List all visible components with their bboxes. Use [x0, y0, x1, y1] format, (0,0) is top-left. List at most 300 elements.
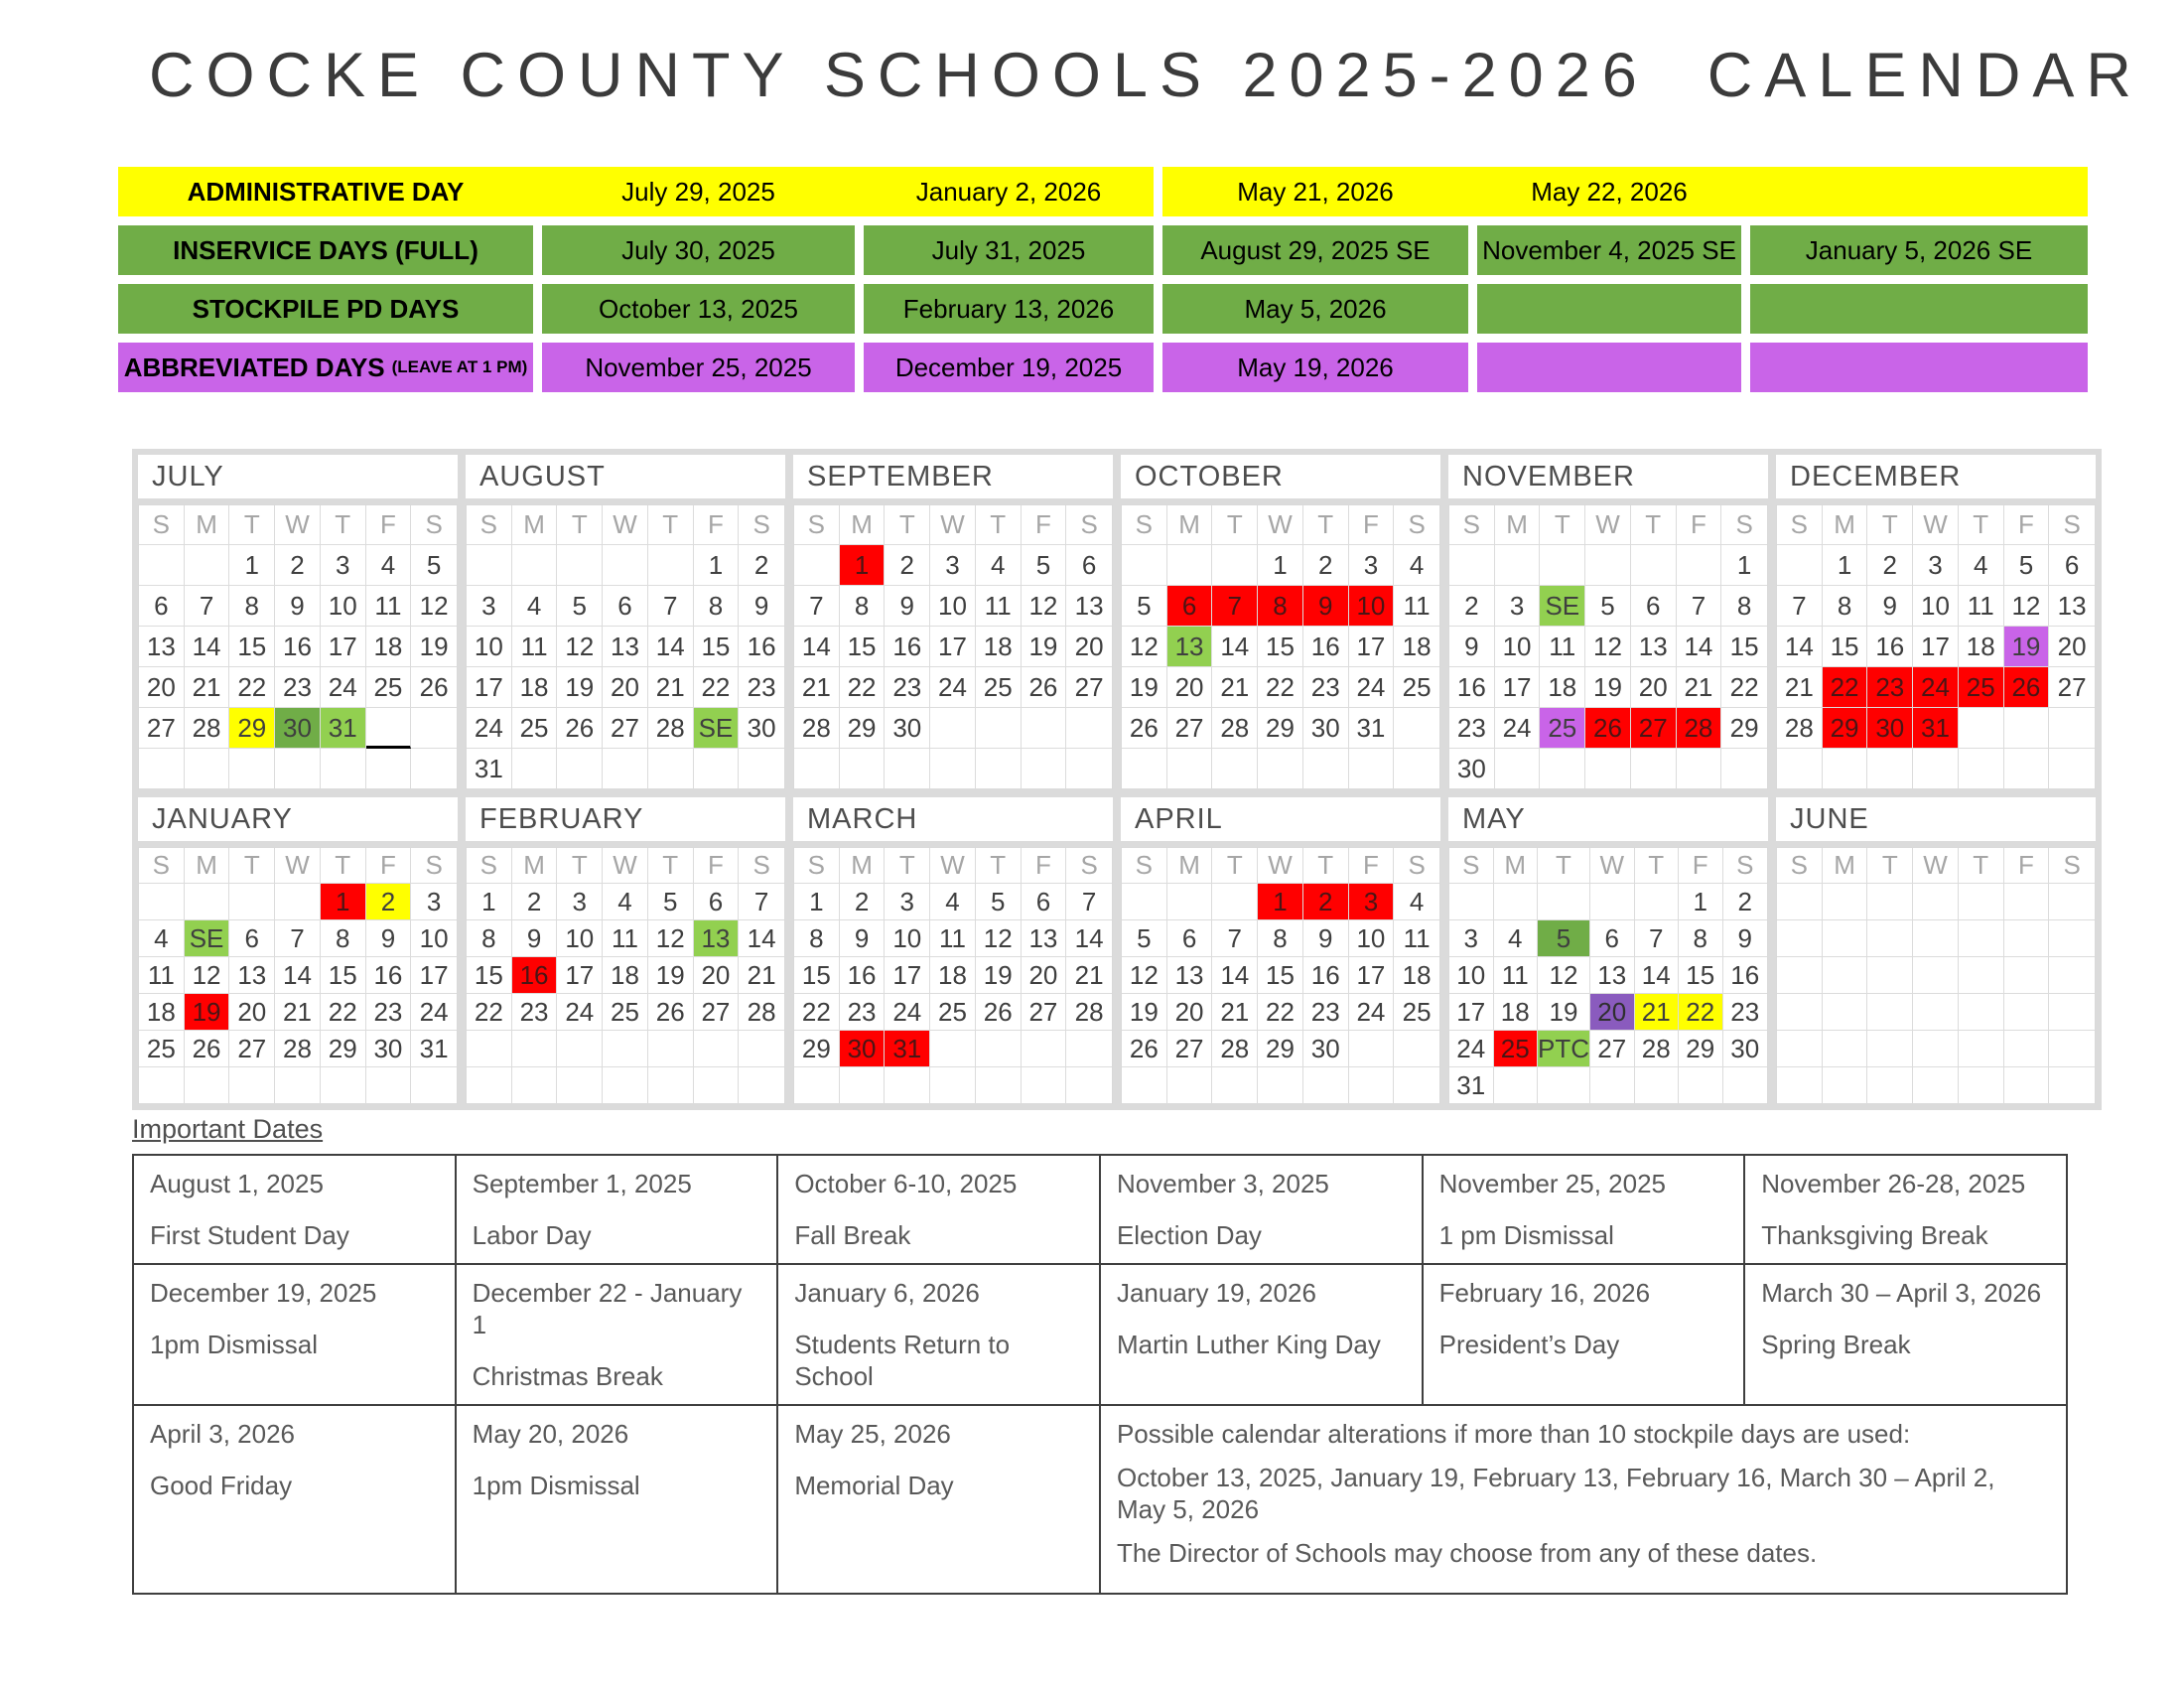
day-cell: 1 — [321, 884, 366, 920]
day-cell: 24 — [467, 708, 512, 749]
day-cell: 23 — [1867, 667, 1913, 708]
day-cell: 31 — [321, 708, 366, 749]
day-cell: 4 — [1959, 545, 2004, 586]
weekday-header: M — [1823, 505, 1868, 545]
day-cell: 30 — [1449, 749, 1495, 789]
day-cell: 6 — [229, 920, 275, 957]
day-cell: 4 — [603, 884, 648, 920]
day-cell: 29 — [1258, 1031, 1303, 1067]
day-cell — [185, 749, 230, 789]
day-cell: 15 — [1258, 957, 1303, 994]
day-cell: 27 — [1022, 994, 1067, 1031]
day-cell — [1349, 1067, 1395, 1104]
day-cell: 28 — [1212, 1031, 1258, 1067]
day-cell — [1777, 749, 1823, 789]
day-cell: 20 — [2049, 627, 2095, 667]
day-cell: 16 — [512, 957, 558, 994]
day-cell — [794, 749, 840, 789]
day-cell: 19 — [648, 957, 694, 994]
day-cell — [1777, 1067, 1823, 1104]
day-cell: 9 — [739, 586, 784, 627]
day-cell: 24 — [1913, 667, 1959, 708]
day-cell: 14 — [1212, 957, 1258, 994]
month-title: JANUARY — [138, 797, 458, 841]
day-cell: 10 — [1449, 957, 1494, 994]
weekday-header: W — [930, 505, 976, 545]
day-cell — [1303, 1067, 1349, 1104]
important-cell — [777, 1155, 1100, 1264]
day-cell — [739, 1031, 784, 1067]
day-cell: 24 — [1349, 994, 1395, 1031]
day-cell: 18 — [930, 957, 976, 994]
day-cell — [467, 545, 512, 586]
day-cell: SE — [694, 708, 740, 749]
day-cell: 14 — [1677, 627, 1722, 667]
day-cell — [1495, 545, 1541, 586]
day-cell — [648, 545, 694, 586]
day-cell: 30 — [1723, 1031, 1768, 1067]
legend-date-cell: July 30, 2025 — [542, 225, 855, 275]
day-cell — [1167, 545, 1213, 586]
day-cell: 25 — [1394, 994, 1439, 1031]
day-cell: 21 — [1677, 667, 1722, 708]
day-cell — [603, 1067, 648, 1104]
day-cell: 12 — [648, 920, 694, 957]
day-cell — [2049, 957, 2095, 994]
day-cell — [1212, 545, 1258, 586]
important-label: Thanksgiving Break — [1761, 1220, 1988, 1250]
day-cell — [557, 749, 603, 789]
legend-date-cell: August 29, 2025 SE — [1162, 225, 1468, 275]
important-date: January 19, 2026 — [1116, 1278, 1316, 1308]
weekday-header: T — [1212, 505, 1258, 545]
day-cell: 15 — [1823, 627, 1868, 667]
day-cell: 13 — [1167, 957, 1213, 994]
day-cell — [976, 708, 1022, 749]
day-cell: 4 — [512, 586, 558, 627]
day-cell: 7 — [1212, 586, 1258, 627]
day-cell: 24 — [411, 994, 457, 1031]
day-cell — [603, 1031, 648, 1067]
important-date: March 30 – April 3, 2026 — [1761, 1278, 2042, 1308]
day-cell: 21 — [1212, 994, 1258, 1031]
day-cell: 26 — [557, 708, 603, 749]
day-cell — [930, 1031, 976, 1067]
day-cell — [1959, 1067, 2004, 1104]
day-cell: 14 — [739, 920, 784, 957]
weekday-header: S — [1066, 848, 1112, 884]
day-cell: 3 — [1495, 586, 1541, 627]
day-cell — [2049, 1067, 2095, 1104]
day-cell: 11 — [1494, 957, 1539, 994]
important-label: Labor Day — [472, 1220, 592, 1250]
day-cell: 17 — [411, 957, 457, 994]
day-grid — [138, 847, 458, 1104]
months-grid — [132, 449, 2102, 1110]
weekday-header: T — [1303, 505, 1349, 545]
important-merged-line: October 13, 2025, January 19, February 13, February 16, March 30 – April 2, May 5, 2026 — [1116, 1463, 1995, 1524]
day-cell — [976, 1067, 1022, 1104]
day-cell: 9 — [1449, 627, 1495, 667]
day-cell: 18 — [1394, 957, 1439, 994]
day-cell: 13 — [229, 957, 275, 994]
important-cell — [777, 1264, 1100, 1405]
day-cell: 20 — [139, 667, 185, 708]
day-cell: 11 — [139, 957, 185, 994]
weekday-header: W — [275, 505, 321, 545]
day-cell: 8 — [1258, 586, 1303, 627]
day-cell: 19 — [411, 627, 457, 667]
day-cell: 27 — [139, 708, 185, 749]
day-cell: 18 — [603, 957, 648, 994]
day-cell — [2004, 1031, 2050, 1067]
day-cell — [2049, 749, 2095, 789]
day-cell: 19 — [1585, 667, 1631, 708]
day-cell: 13 — [139, 627, 185, 667]
day-cell: 22 — [467, 994, 512, 1031]
weekday-header: S — [411, 505, 457, 545]
day-cell: 6 — [603, 586, 648, 627]
day-cell: 28 — [275, 1031, 321, 1067]
day-cell: 8 — [229, 586, 275, 627]
legend-row — [118, 284, 2088, 334]
weekday-header: S — [2049, 505, 2095, 545]
day-grid — [1448, 504, 1768, 789]
day-cell: 6 — [694, 884, 740, 920]
day-cell: 23 — [1723, 994, 1768, 1031]
day-cell: 19 — [1022, 627, 1067, 667]
day-cell: 4 — [366, 545, 412, 586]
day-cell: 10 — [411, 920, 457, 957]
day-cell — [1066, 708, 1112, 749]
day-cell: 9 — [512, 920, 558, 957]
day-cell: 17 — [467, 667, 512, 708]
day-cell — [1777, 994, 1823, 1031]
weekday-header: S — [1394, 848, 1439, 884]
day-cell — [2004, 920, 2050, 957]
day-cell — [1494, 1067, 1539, 1104]
day-cell: 2 — [1867, 545, 1913, 586]
day-cell: 5 — [1122, 586, 1167, 627]
day-grid — [466, 847, 785, 1104]
day-cell — [275, 1067, 321, 1104]
month-title: MARCH — [793, 797, 1113, 841]
weekday-header: S — [794, 505, 840, 545]
day-cell — [1258, 1067, 1303, 1104]
weekday-header: T — [648, 848, 694, 884]
month-december — [1776, 455, 2096, 789]
day-cell — [1867, 884, 1913, 920]
day-cell: 17 — [321, 627, 366, 667]
day-cell: 24 — [1349, 667, 1395, 708]
day-cell: 23 — [1303, 667, 1349, 708]
day-cell: 23 — [739, 667, 784, 708]
day-cell: 22 — [321, 994, 366, 1031]
day-cell: 30 — [1867, 708, 1913, 749]
day-cell — [557, 1067, 603, 1104]
weekday-header: F — [1349, 848, 1395, 884]
day-cell — [1777, 920, 1823, 957]
day-cell — [1122, 749, 1167, 789]
important-cell — [456, 1155, 778, 1264]
day-cell: 21 — [1212, 667, 1258, 708]
day-cell: 30 — [885, 708, 930, 749]
day-cell — [1913, 884, 1959, 920]
weekday-header: S — [411, 848, 457, 884]
day-cell — [1585, 749, 1631, 789]
important-label: 1 pm Dismissal — [1438, 1220, 1614, 1250]
day-cell: 17 — [557, 957, 603, 994]
day-cell: 12 — [557, 627, 603, 667]
weekday-header: F — [366, 848, 412, 884]
day-cell: 14 — [794, 627, 840, 667]
day-cell — [1867, 749, 1913, 789]
day-cell: 4 — [1394, 884, 1439, 920]
weekday-header: T — [885, 848, 930, 884]
month-title: AUGUST — [466, 455, 785, 498]
day-cell — [1913, 749, 1959, 789]
day-cell: 13 — [603, 627, 648, 667]
day-cell — [1867, 1067, 1913, 1104]
day-cell: 21 — [1777, 667, 1823, 708]
day-cell — [467, 1031, 512, 1067]
day-cell — [739, 1067, 784, 1104]
day-cell: 13 — [1167, 627, 1213, 667]
legend-row — [118, 225, 2088, 275]
day-cell — [1777, 545, 1823, 586]
day-cell: 5 — [1538, 920, 1590, 957]
day-cell: 18 — [512, 667, 558, 708]
important-row — [133, 1405, 2067, 1594]
day-cell: 26 — [1585, 708, 1631, 749]
legend-date-cell: July 29, 2025 — [542, 167, 855, 216]
day-cell — [1449, 884, 1494, 920]
important-row — [133, 1155, 2067, 1264]
day-cell: 23 — [885, 667, 930, 708]
day-cell — [2004, 749, 2050, 789]
day-cell: 15 — [694, 627, 740, 667]
important-cell — [1100, 1264, 1423, 1405]
day-cell: 17 — [1349, 957, 1395, 994]
important-label: 1pm Dismissal — [472, 1471, 640, 1500]
day-cell — [1959, 957, 2004, 994]
day-cell: 17 — [1349, 627, 1395, 667]
day-cell: 17 — [1449, 994, 1494, 1031]
day-cell — [366, 708, 412, 749]
legend-date-cell: July 31, 2025 — [864, 225, 1154, 275]
day-cell: 6 — [1631, 586, 1677, 627]
day-cell: 1 — [794, 884, 840, 920]
month-november — [1448, 455, 1768, 789]
legend-label-text: ABBREVIATED DAYS — [123, 352, 385, 382]
day-cell: 15 — [794, 957, 840, 994]
day-cell — [1823, 1067, 1868, 1104]
day-cell: 28 — [794, 708, 840, 749]
day-cell — [139, 545, 185, 586]
day-cell: 31 — [1449, 1067, 1494, 1104]
day-cell: 10 — [321, 586, 366, 627]
day-cell: 2 — [739, 545, 784, 586]
day-cell — [1394, 1067, 1439, 1104]
important-date: May 20, 2026 — [472, 1419, 629, 1449]
weekday-header: S — [794, 848, 840, 884]
day-cell: 12 — [1022, 586, 1067, 627]
day-cell: 16 — [840, 957, 886, 994]
day-cell — [1867, 1031, 1913, 1067]
day-cell — [1349, 749, 1395, 789]
day-cell — [1959, 884, 2004, 920]
day-cell: 8 — [1679, 920, 1723, 957]
weekday-header: F — [2004, 848, 2050, 884]
day-cell: 21 — [1066, 957, 1112, 994]
day-cell: 15 — [467, 957, 512, 994]
day-cell — [694, 1031, 740, 1067]
day-cell: 29 — [840, 708, 886, 749]
day-cell — [794, 1067, 840, 1104]
legend-date-cell — [1750, 284, 2088, 334]
month-title: JUNE — [1776, 797, 2096, 841]
day-cell — [1022, 708, 1067, 749]
legend-date-cell — [1477, 284, 1741, 334]
weekday-header: S — [739, 505, 784, 545]
weekday-header: S — [1394, 505, 1439, 545]
day-cell: 16 — [739, 627, 784, 667]
day-cell: 3 — [1349, 884, 1395, 920]
day-cell: 9 — [1867, 586, 1913, 627]
day-cell — [512, 1067, 558, 1104]
day-cell: 6 — [1167, 920, 1213, 957]
day-cell — [1631, 749, 1677, 789]
important-date: November 26-28, 2025 — [1761, 1169, 2026, 1198]
day-cell — [1303, 749, 1349, 789]
day-cell: 1 — [1679, 884, 1723, 920]
day-cell: 25 — [930, 994, 976, 1031]
important-cell — [133, 1405, 456, 1594]
weekday-header: S — [1449, 848, 1494, 884]
day-cell — [1212, 749, 1258, 789]
day-cell — [1777, 1031, 1823, 1067]
day-cell — [1022, 1067, 1067, 1104]
day-cell: 23 — [840, 994, 886, 1031]
day-cell: 14 — [275, 957, 321, 994]
day-cell — [512, 545, 558, 586]
day-cell: 20 — [1066, 627, 1112, 667]
day-cell: 15 — [321, 957, 366, 994]
day-cell — [840, 749, 886, 789]
day-cell: 1 — [840, 545, 886, 586]
weekday-header: S — [2049, 848, 2095, 884]
day-cell: 5 — [1022, 545, 1067, 586]
day-cell — [603, 545, 648, 586]
day-cell: 25 — [1494, 1031, 1539, 1067]
day-cell: 27 — [603, 708, 648, 749]
day-cell: 15 — [840, 627, 886, 667]
weekday-header: T — [1867, 848, 1913, 884]
day-cell: 19 — [557, 667, 603, 708]
important-merged-line: The Director of Schools may choose from any of these dates. — [1116, 1538, 1818, 1568]
day-cell: 20 — [1167, 994, 1213, 1031]
day-cell: 6 — [1022, 884, 1067, 920]
month-title: APRIL — [1121, 797, 1440, 841]
day-cell: 6 — [1167, 586, 1213, 627]
month-title: NOVEMBER — [1448, 455, 1768, 498]
day-cell: 31 — [411, 1031, 457, 1067]
day-cell: 27 — [1167, 708, 1213, 749]
weekday-header: F — [1022, 848, 1067, 884]
day-cell: 9 — [366, 920, 412, 957]
weekday-header: T — [557, 505, 603, 545]
day-cell — [467, 1067, 512, 1104]
important-label: Election Day — [1116, 1220, 1262, 1250]
day-cell: 4 — [930, 884, 976, 920]
day-cell: 3 — [1913, 545, 1959, 586]
day-cell: 21 — [648, 667, 694, 708]
important-label: Good Friday — [150, 1471, 293, 1500]
day-cell: 2 — [885, 545, 930, 586]
important-cell — [1423, 1155, 1745, 1264]
legend-label-text: ADMINISTRATIVE DAY — [187, 176, 465, 207]
day-cell — [1540, 749, 1585, 789]
day-cell: 28 — [648, 708, 694, 749]
day-cell: 12 — [1538, 957, 1590, 994]
day-cell — [185, 545, 230, 586]
month-august — [466, 455, 785, 789]
day-cell: 17 — [1913, 627, 1959, 667]
day-cell: 16 — [1867, 627, 1913, 667]
day-cell — [1394, 749, 1439, 789]
day-cell — [1122, 1067, 1167, 1104]
day-cell — [139, 884, 185, 920]
legend-label-text: STOCKPILE PD DAYS — [192, 293, 460, 324]
day-cell: 24 — [885, 994, 930, 1031]
weekday-header: M — [1494, 848, 1539, 884]
day-cell: 24 — [1495, 708, 1541, 749]
day-cell: 1 — [229, 545, 275, 586]
day-cell — [1913, 920, 1959, 957]
weekday-header: S — [1122, 848, 1167, 884]
day-cell: 29 — [794, 1031, 840, 1067]
day-cell — [1913, 957, 1959, 994]
weekday-header: M — [512, 505, 558, 545]
day-cell: 11 — [930, 920, 976, 957]
important-date: December 19, 2025 — [150, 1278, 377, 1308]
day-cell — [1721, 749, 1767, 789]
important-date: May 25, 2026 — [794, 1419, 951, 1449]
day-cell: 26 — [976, 994, 1022, 1031]
important-label: Students Return to School — [794, 1330, 1011, 1391]
day-cell: 16 — [275, 627, 321, 667]
day-cell: 26 — [411, 667, 457, 708]
legend — [118, 167, 2088, 392]
day-cell: 20 — [229, 994, 275, 1031]
day-cell: 12 — [2004, 586, 2050, 627]
day-cell — [229, 884, 275, 920]
day-cell: 12 — [411, 586, 457, 627]
day-cell: 14 — [1212, 627, 1258, 667]
day-cell — [694, 1067, 740, 1104]
day-cell: 26 — [2004, 667, 2050, 708]
day-cell: 26 — [1122, 708, 1167, 749]
day-cell: 5 — [648, 884, 694, 920]
day-cell: 26 — [648, 994, 694, 1031]
day-cell — [1723, 1067, 1768, 1104]
day-cell: 5 — [1122, 920, 1167, 957]
day-cell — [1394, 708, 1439, 749]
day-cell — [139, 749, 185, 789]
day-cell: SE — [185, 920, 230, 957]
day-cell — [1867, 920, 1913, 957]
day-cell — [1959, 1031, 2004, 1067]
